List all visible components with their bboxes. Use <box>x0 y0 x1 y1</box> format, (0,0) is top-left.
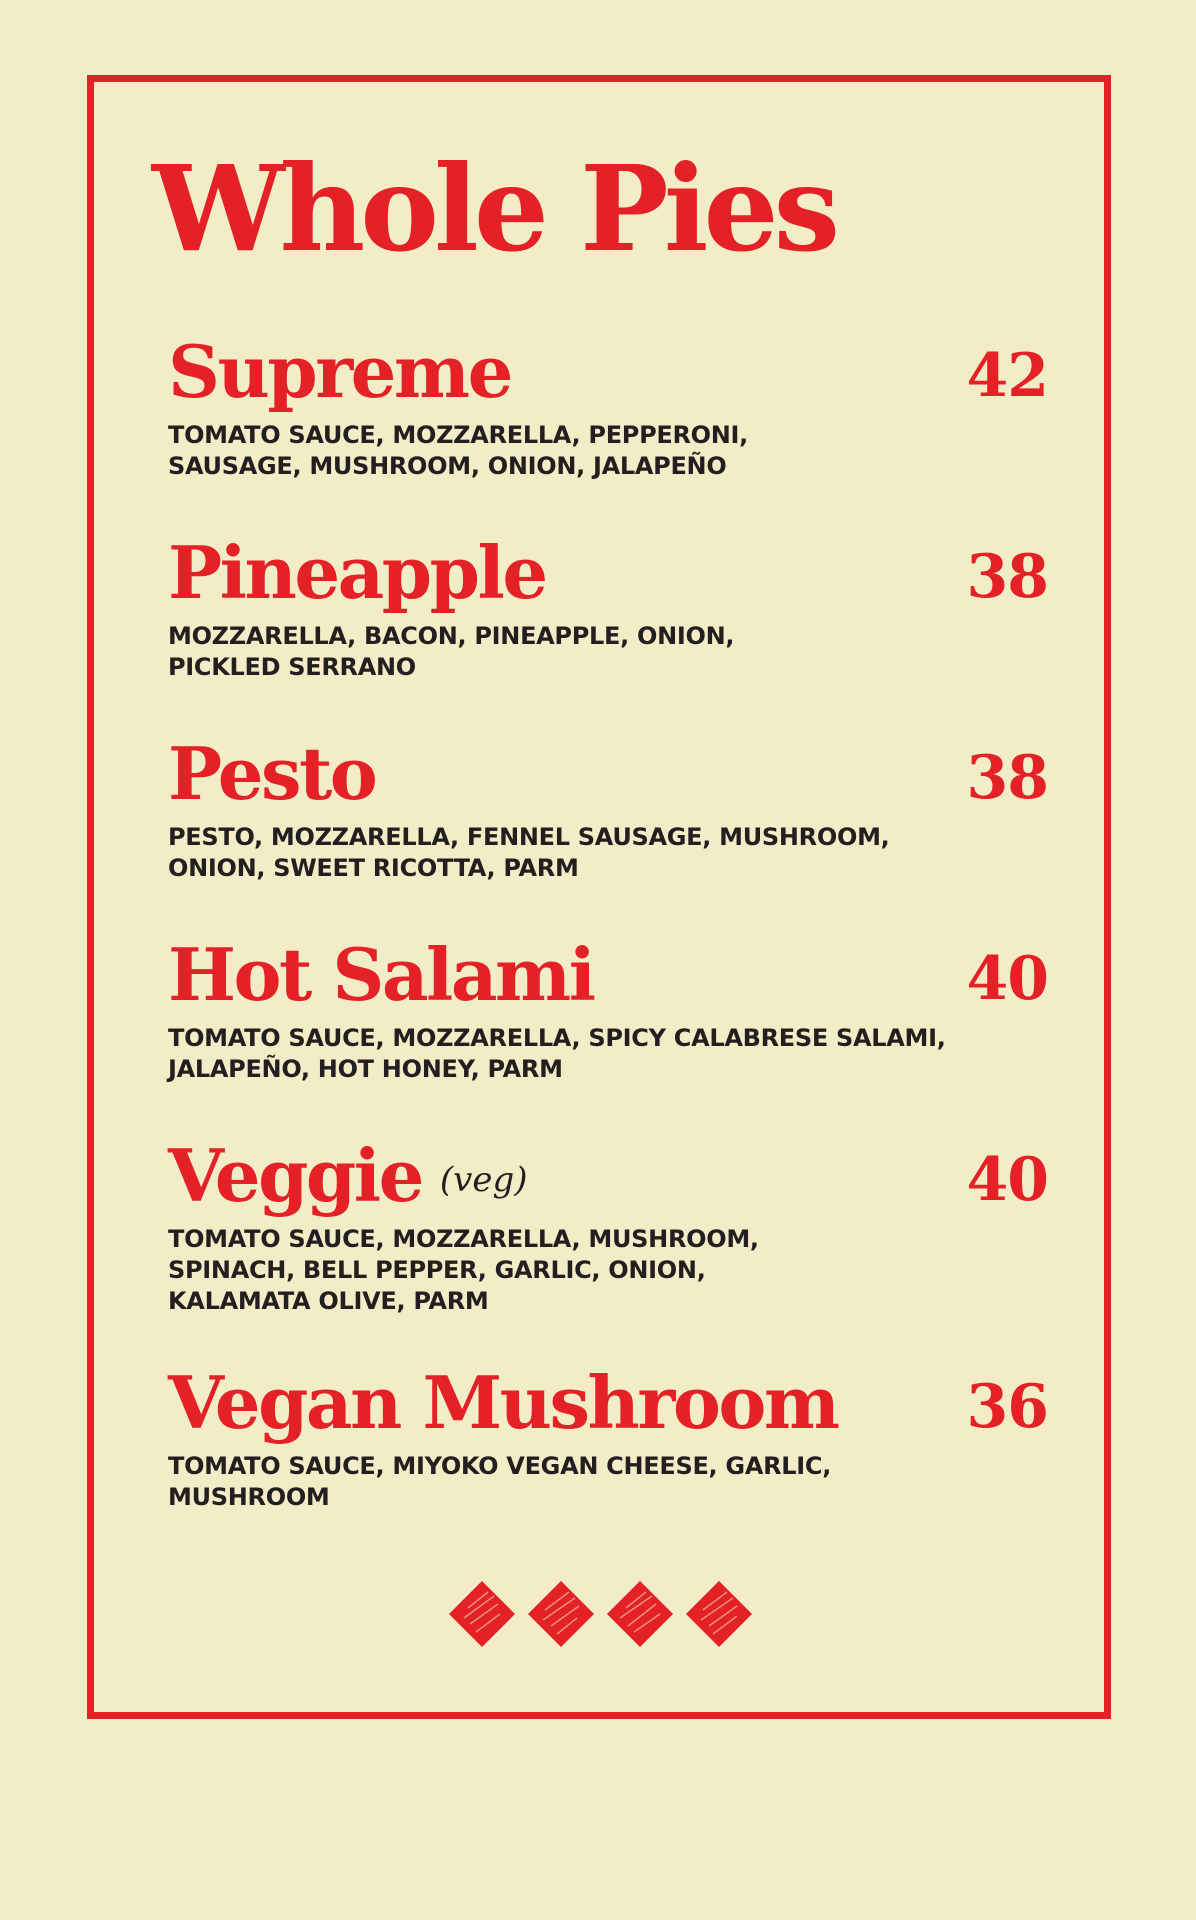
item-description-line: SAUSAGE, MUSHROOM, ONION, JALAPEÑO <box>168 452 727 480</box>
item-name <box>168 530 1048 615</box>
item-description-line: PESTO, MOZZARELLA, FENNEL SAUSAGE, MUSHROOM, <box>168 823 890 851</box>
red-diamond-icon <box>525 1578 597 1650</box>
item-description-line: ONION, SWEET RICOTTA, PARM <box>168 854 579 882</box>
menu-item-pineapple <box>168 530 1048 683</box>
item-name <box>168 932 1048 1017</box>
item-description-line: TOMATO SAUCE, MOZZARELLA, PEPPERONI, <box>168 421 748 449</box>
menu-item-veggie <box>168 1133 1048 1317</box>
item-name-text: Vegan Mushroom <box>168 1360 838 1445</box>
item-price: 36 <box>966 1372 1048 1442</box>
item-description-line: PICKLED SERRANO <box>168 653 416 681</box>
menu-item-pesto <box>168 731 1048 884</box>
item-description <box>168 1451 1048 1513</box>
item-description-line: MOZZARELLA, BACON, PINEAPPLE, ONION, <box>168 622 735 650</box>
item-name <box>168 329 1048 414</box>
menu-title: Whole Pies <box>152 139 836 278</box>
item-price: 38 <box>966 743 1048 813</box>
item-description-line: MUSHROOM <box>168 1483 330 1511</box>
item-name-text: Supreme <box>168 329 511 414</box>
item-price: 40 <box>966 1145 1048 1215</box>
item-description-line: JALAPEÑO, HOT HONEY, PARM <box>168 1055 563 1083</box>
item-name-text: Hot Salami <box>168 932 594 1017</box>
item-price: 42 <box>966 341 1048 411</box>
vegetarian-tag: (veg) <box>439 1160 528 1200</box>
item-description-line: TOMATO SAUCE, MOZZARELLA, MUSHROOM, <box>168 1225 759 1253</box>
item-name <box>168 1360 1048 1445</box>
item-name-text: Pineapple <box>168 530 546 615</box>
diamond-ornament-row <box>446 1578 756 1650</box>
item-description-line: TOMATO SAUCE, MOZZARELLA, SPICY CALABRESE SALAMI, <box>168 1024 946 1052</box>
red-diamond-icon <box>683 1578 755 1650</box>
item-description-line: SPINACH, BELL PEPPER, GARLIC, ONION, <box>168 1256 706 1284</box>
red-diamond-icon <box>604 1578 676 1650</box>
item-description-line: TOMATO SAUCE, MIYOKO VEGAN CHEESE, GARLIC, <box>168 1452 832 1480</box>
item-description <box>168 1224 1048 1317</box>
item-name-text: Veggie <box>168 1133 422 1218</box>
menu-item-supreme <box>168 329 1048 482</box>
item-description-line: KALAMATA OLIVE, PARM <box>168 1287 489 1315</box>
red-diamond-icon <box>446 1578 518 1650</box>
item-description <box>168 420 1048 482</box>
item-description <box>168 822 1048 884</box>
item-price: 38 <box>966 542 1048 612</box>
item-name <box>168 731 1048 816</box>
item-name-text: Pesto <box>168 731 376 816</box>
menu-item-vegan-mushroom <box>168 1360 1048 1513</box>
item-description <box>168 621 1048 683</box>
menu-item-hot-salami <box>168 932 1048 1085</box>
item-name <box>168 1133 1048 1218</box>
item-description <box>168 1023 1048 1085</box>
item-price: 40 <box>966 944 1048 1014</box>
